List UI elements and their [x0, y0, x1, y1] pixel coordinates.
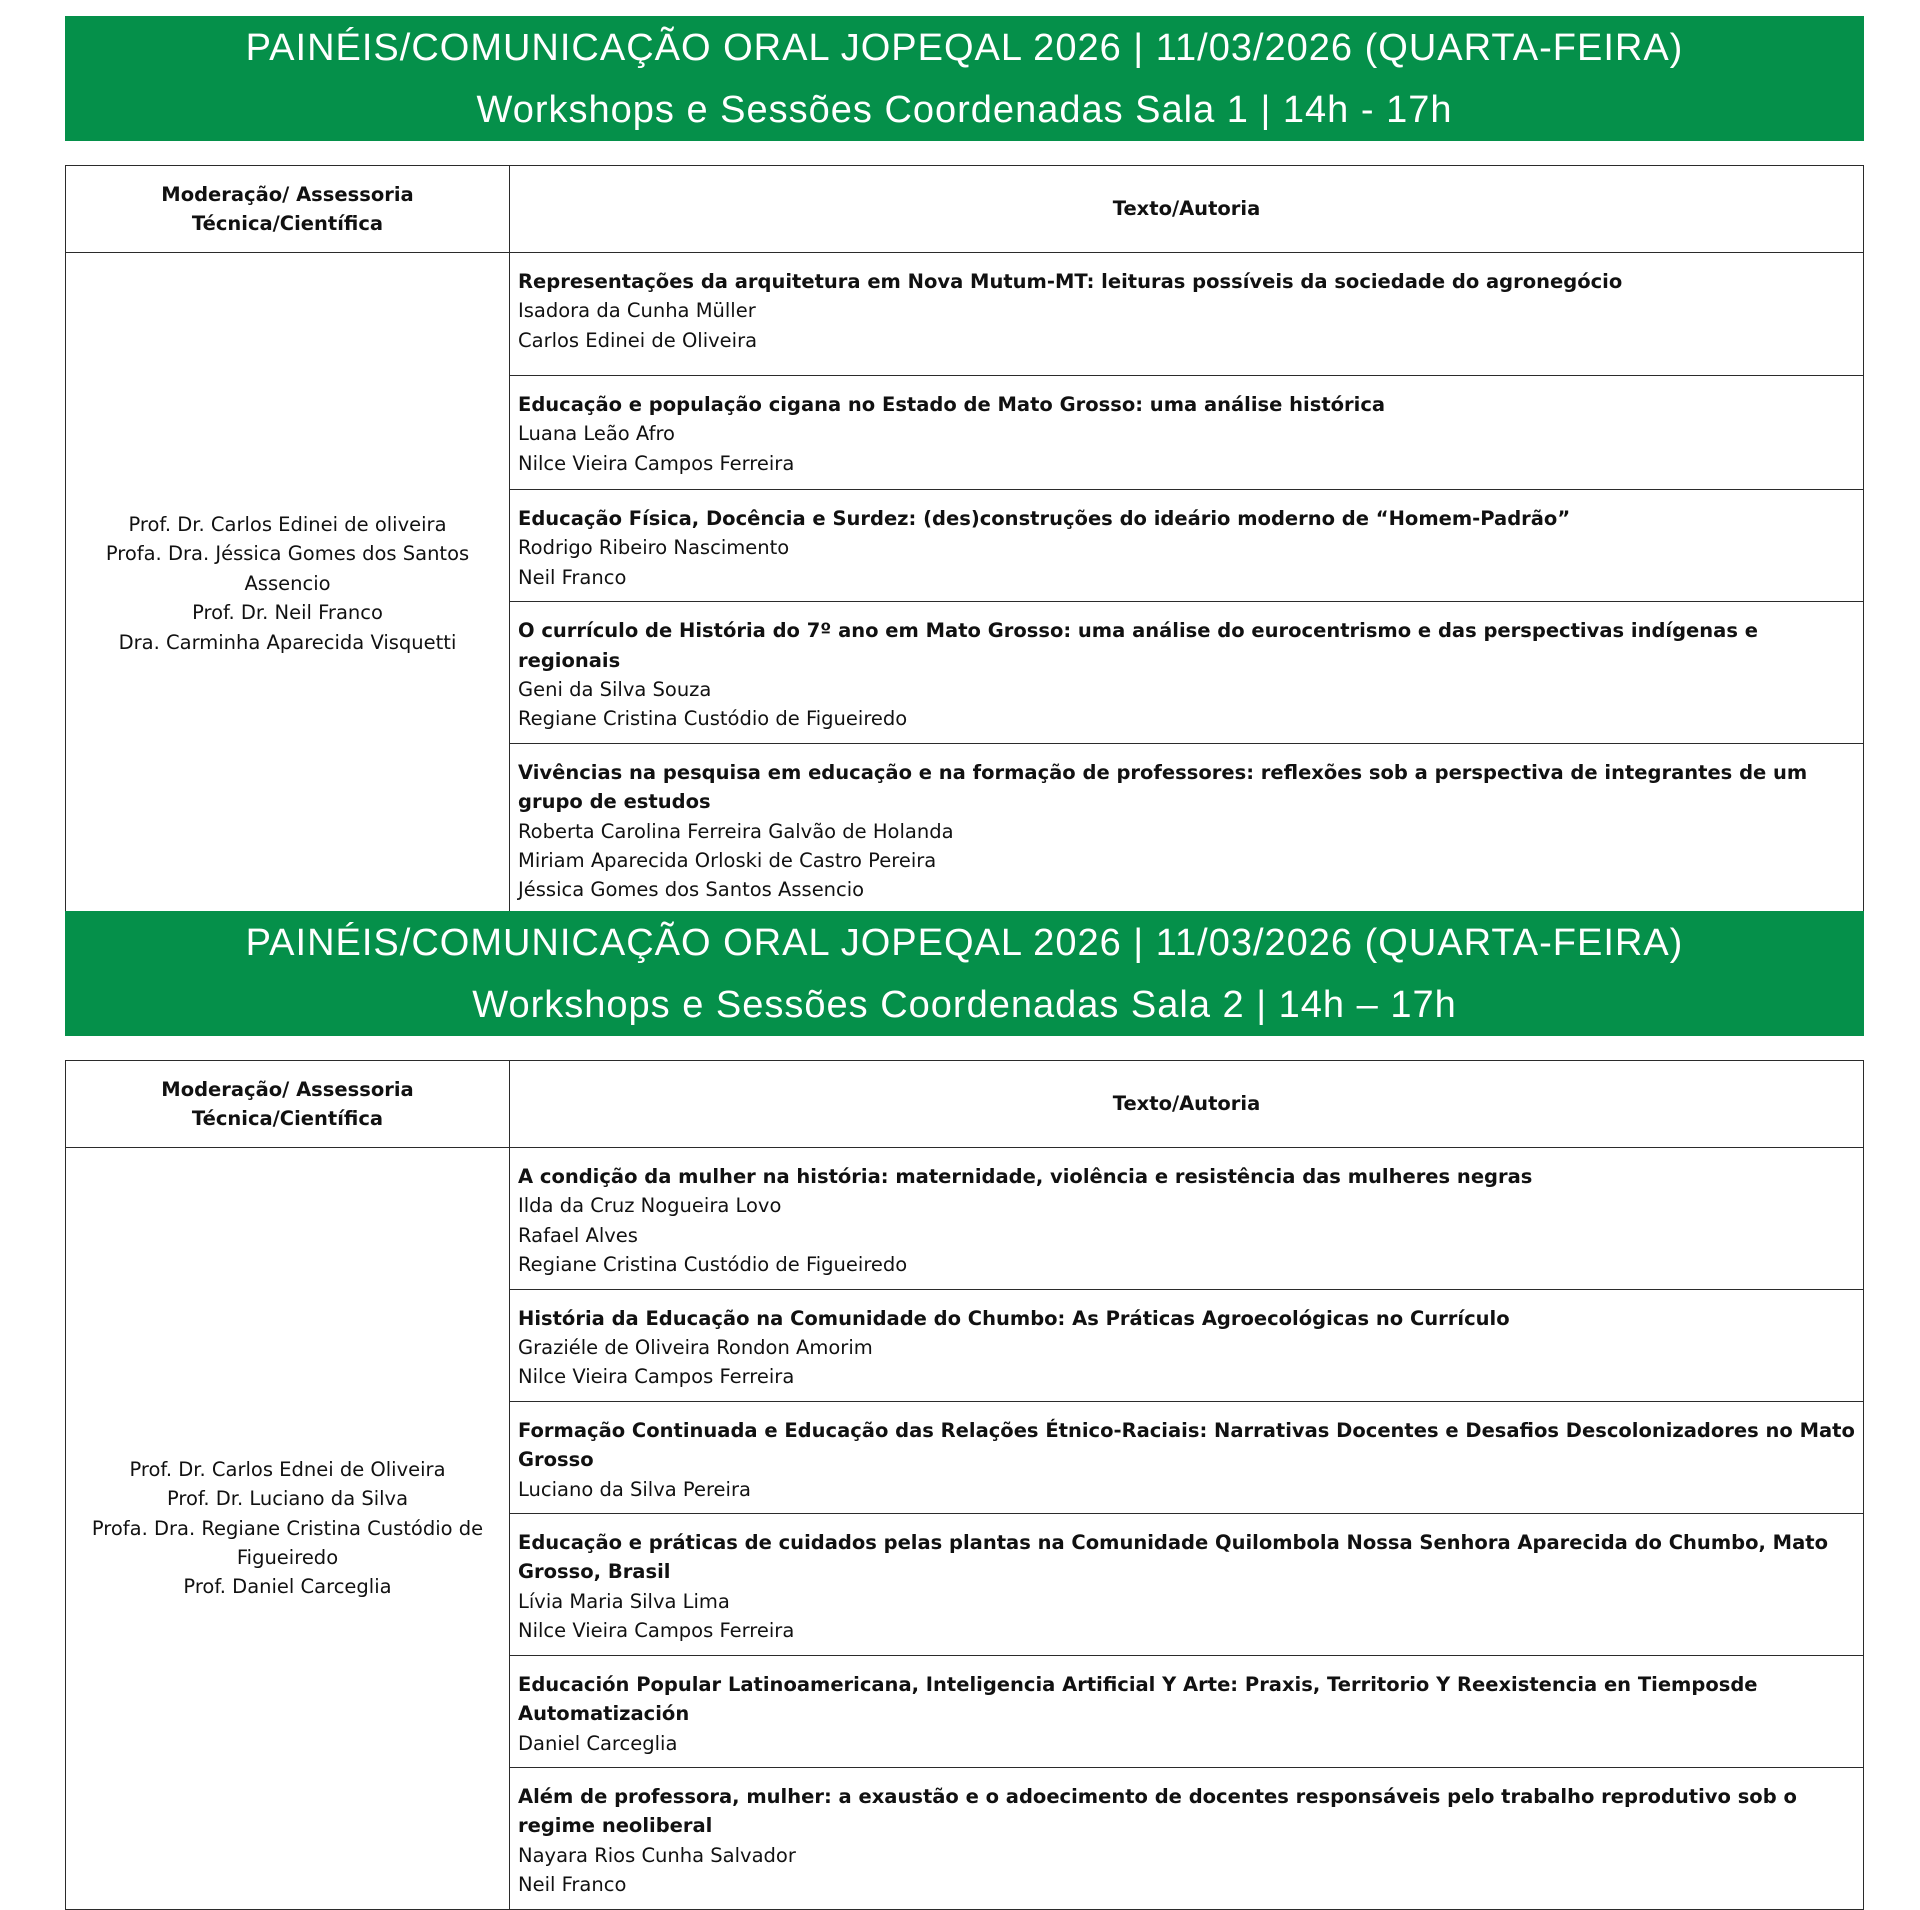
moderator-name: Profa. Dra. Regiane Cristina Custódio de Figueiredo [91, 1516, 484, 1569]
session-header [65, 16, 1864, 141]
presentation-cell [510, 376, 1864, 490]
presentation-title: História da Educação na Comunidade do Chumbo: As Práticas Agroecológicas no Currículo [518, 1306, 1510, 1330]
author-name: Geni da Silva Souza [518, 678, 712, 702]
column-header-moderation: Moderação/ Assessoria Técnica/Científica [66, 166, 510, 253]
table-header-row [66, 166, 1864, 253]
author-name: Carlos Edinei de Oliveira [518, 328, 758, 352]
author-name: Nilce Vieira Campos Ferreira [518, 1619, 795, 1643]
presentation-cell [510, 1514, 1864, 1656]
author-name: Miriam Aparecida Orloski de Castro Pereira [518, 849, 937, 873]
author-name: Nilce Vieira Campos Ferreira [518, 451, 795, 475]
presentation-cell [510, 1767, 1864, 1909]
author-name: Rafael Alves [518, 1223, 638, 1247]
table-row [66, 1148, 1864, 1290]
column-header-moderation: Moderação/ Assessoria Técnica/Científica [66, 1061, 510, 1148]
moderator-name: Profa. Dra. Jéssica Gomes dos Santos Assencio [105, 542, 470, 595]
presentation-cell [510, 490, 1864, 602]
author-name: Neil Franco [518, 565, 627, 589]
author-name: Jéssica Gomes dos Santos Assencio [518, 878, 865, 902]
moderators-cell [66, 1148, 510, 1910]
moderators-cell [66, 253, 510, 915]
header-subtitle: Workshops e Sessões Coordenadas Sala 2 | 14h – 17h [472, 983, 1457, 1026]
author-name: Luciano da Silva Pereira [518, 1477, 751, 1501]
author-name: Regiane Cristina Custódio de Figueiredo [518, 707, 908, 731]
moderator-name: Prof. Dr. Luciano da Silva [166, 1487, 409, 1511]
author-name: Graziéle de Oliveira Rondon Amorim [518, 1336, 873, 1360]
session-sala-1 [65, 16, 1864, 915]
presentation-title: Educação e práticas de cuidados pelas plantas na Comunidade Quilombola Nossa Senhora Aparecida do Chumbo, Mato Grosso, Brasil [518, 1531, 1828, 1584]
table-row [66, 253, 1864, 376]
author-name: Roberta Carolina Ferreira Galvão de Holanda [518, 819, 954, 843]
presentation-cell [510, 1289, 1864, 1401]
header-title: PAINÉIS/COMUNICAÇÃO ORAL JOPEQAL 2026 | 11/03/2026 (QUARTA-FEIRA) [245, 921, 1684, 964]
presentation-title: O currículo de História do 7º ano em Mato Grosso: uma análise do eurocentrismo e das perspectivas indígenas e regionais [518, 619, 1758, 672]
column-header-text: Texto/Autoria [510, 166, 1864, 253]
presentation-cell [510, 743, 1864, 914]
presentation-title: Formação Continuada e Educação das Relações Étnico-Raciais: Narrativas Docentes e Desafios Descolonizadores no Mato Grosso [518, 1418, 1855, 1472]
moderator-name: Prof. Dr. Carlos Edinei de oliveira [128, 512, 447, 536]
author-name: Nilce Vieira Campos Ferreira [518, 1365, 795, 1389]
schedule-table [65, 1060, 1864, 1910]
presentation-title: A condição da mulher na história: maternidade, violência e resistência das mulheres negras [518, 1165, 1533, 1188]
presentation-cell [510, 1655, 1864, 1767]
presentation-cell [510, 253, 1864, 376]
presentation-title: Representações da arquitetura em Nova Mutum-MT: leituras possíveis da sociedade do agronegócio [518, 270, 1623, 293]
moderator-name: Prof. Dr. Carlos Ednei de Oliveira [129, 1457, 446, 1481]
session-sala-2 [65, 911, 1864, 1910]
author-name: Rodrigo Ribeiro Nascimento [518, 536, 790, 560]
session-header [65, 911, 1864, 1036]
author-name: Isadora da Cunha Müller [518, 299, 756, 323]
presentation-cell [510, 1148, 1864, 1290]
presentation-title: Educação Física, Docência e Surdez: (des)construções do ideário moderno de “Homem-Padrão” [518, 507, 1571, 530]
author-name: Lívia Maria Silva Lima [518, 1589, 730, 1613]
presentation-cell [510, 602, 1864, 744]
presentation-title: Vivências na pesquisa em educação e na formação de professores: reflexões sob a perspectiva de integrantes de um grupo de estudos [518, 760, 1808, 814]
table-header-row [66, 1061, 1864, 1148]
author-name: Ilda da Cruz Nogueira Lovo [518, 1194, 782, 1218]
presentation-title: Além de professora, mulher: a exaustão e o adoecimento de docentes responsáveis pelo trabalho reprodutivo sob o regime neoliberal [518, 1784, 1797, 1838]
presentation-cell [510, 1401, 1864, 1513]
author-name: Neil Franco [518, 1873, 627, 1897]
moderator-name: Dra. Carminha Aparecida Visquetti [118, 630, 457, 654]
author-name: Regiane Cristina Custódio de Figueiredo [518, 1253, 908, 1277]
moderator-name: Prof. Dr. Neil Franco [192, 601, 383, 625]
presentation-title: Educación Popular Latinoamericana, Inteligencia Artificial Y Arte: Praxis, Territorio Y Reexistencia en Tiemposde Automatización [518, 1672, 1758, 1726]
presentation-title: Educação e população cigana no Estado de Mato Grosso: uma análise histórica [518, 393, 1386, 416]
author-name: Nayara Rios Cunha Salvador [518, 1843, 796, 1867]
author-name: Luana Leão Afro [518, 422, 675, 446]
moderator-name: Prof. Daniel Carceglia [183, 1575, 392, 1599]
author-name: Daniel Carceglia [518, 1731, 678, 1755]
header-subtitle: Workshops e Sessões Coordenadas Sala 1 | 14h - 17h [476, 88, 1453, 131]
schedule-table [65, 165, 1864, 915]
header-title: PAINÉIS/COMUNICAÇÃO ORAL JOPEQAL 2026 | 11/03/2026 (QUARTA-FEIRA) [245, 26, 1684, 69]
column-header-text: Texto/Autoria [510, 1061, 1864, 1148]
